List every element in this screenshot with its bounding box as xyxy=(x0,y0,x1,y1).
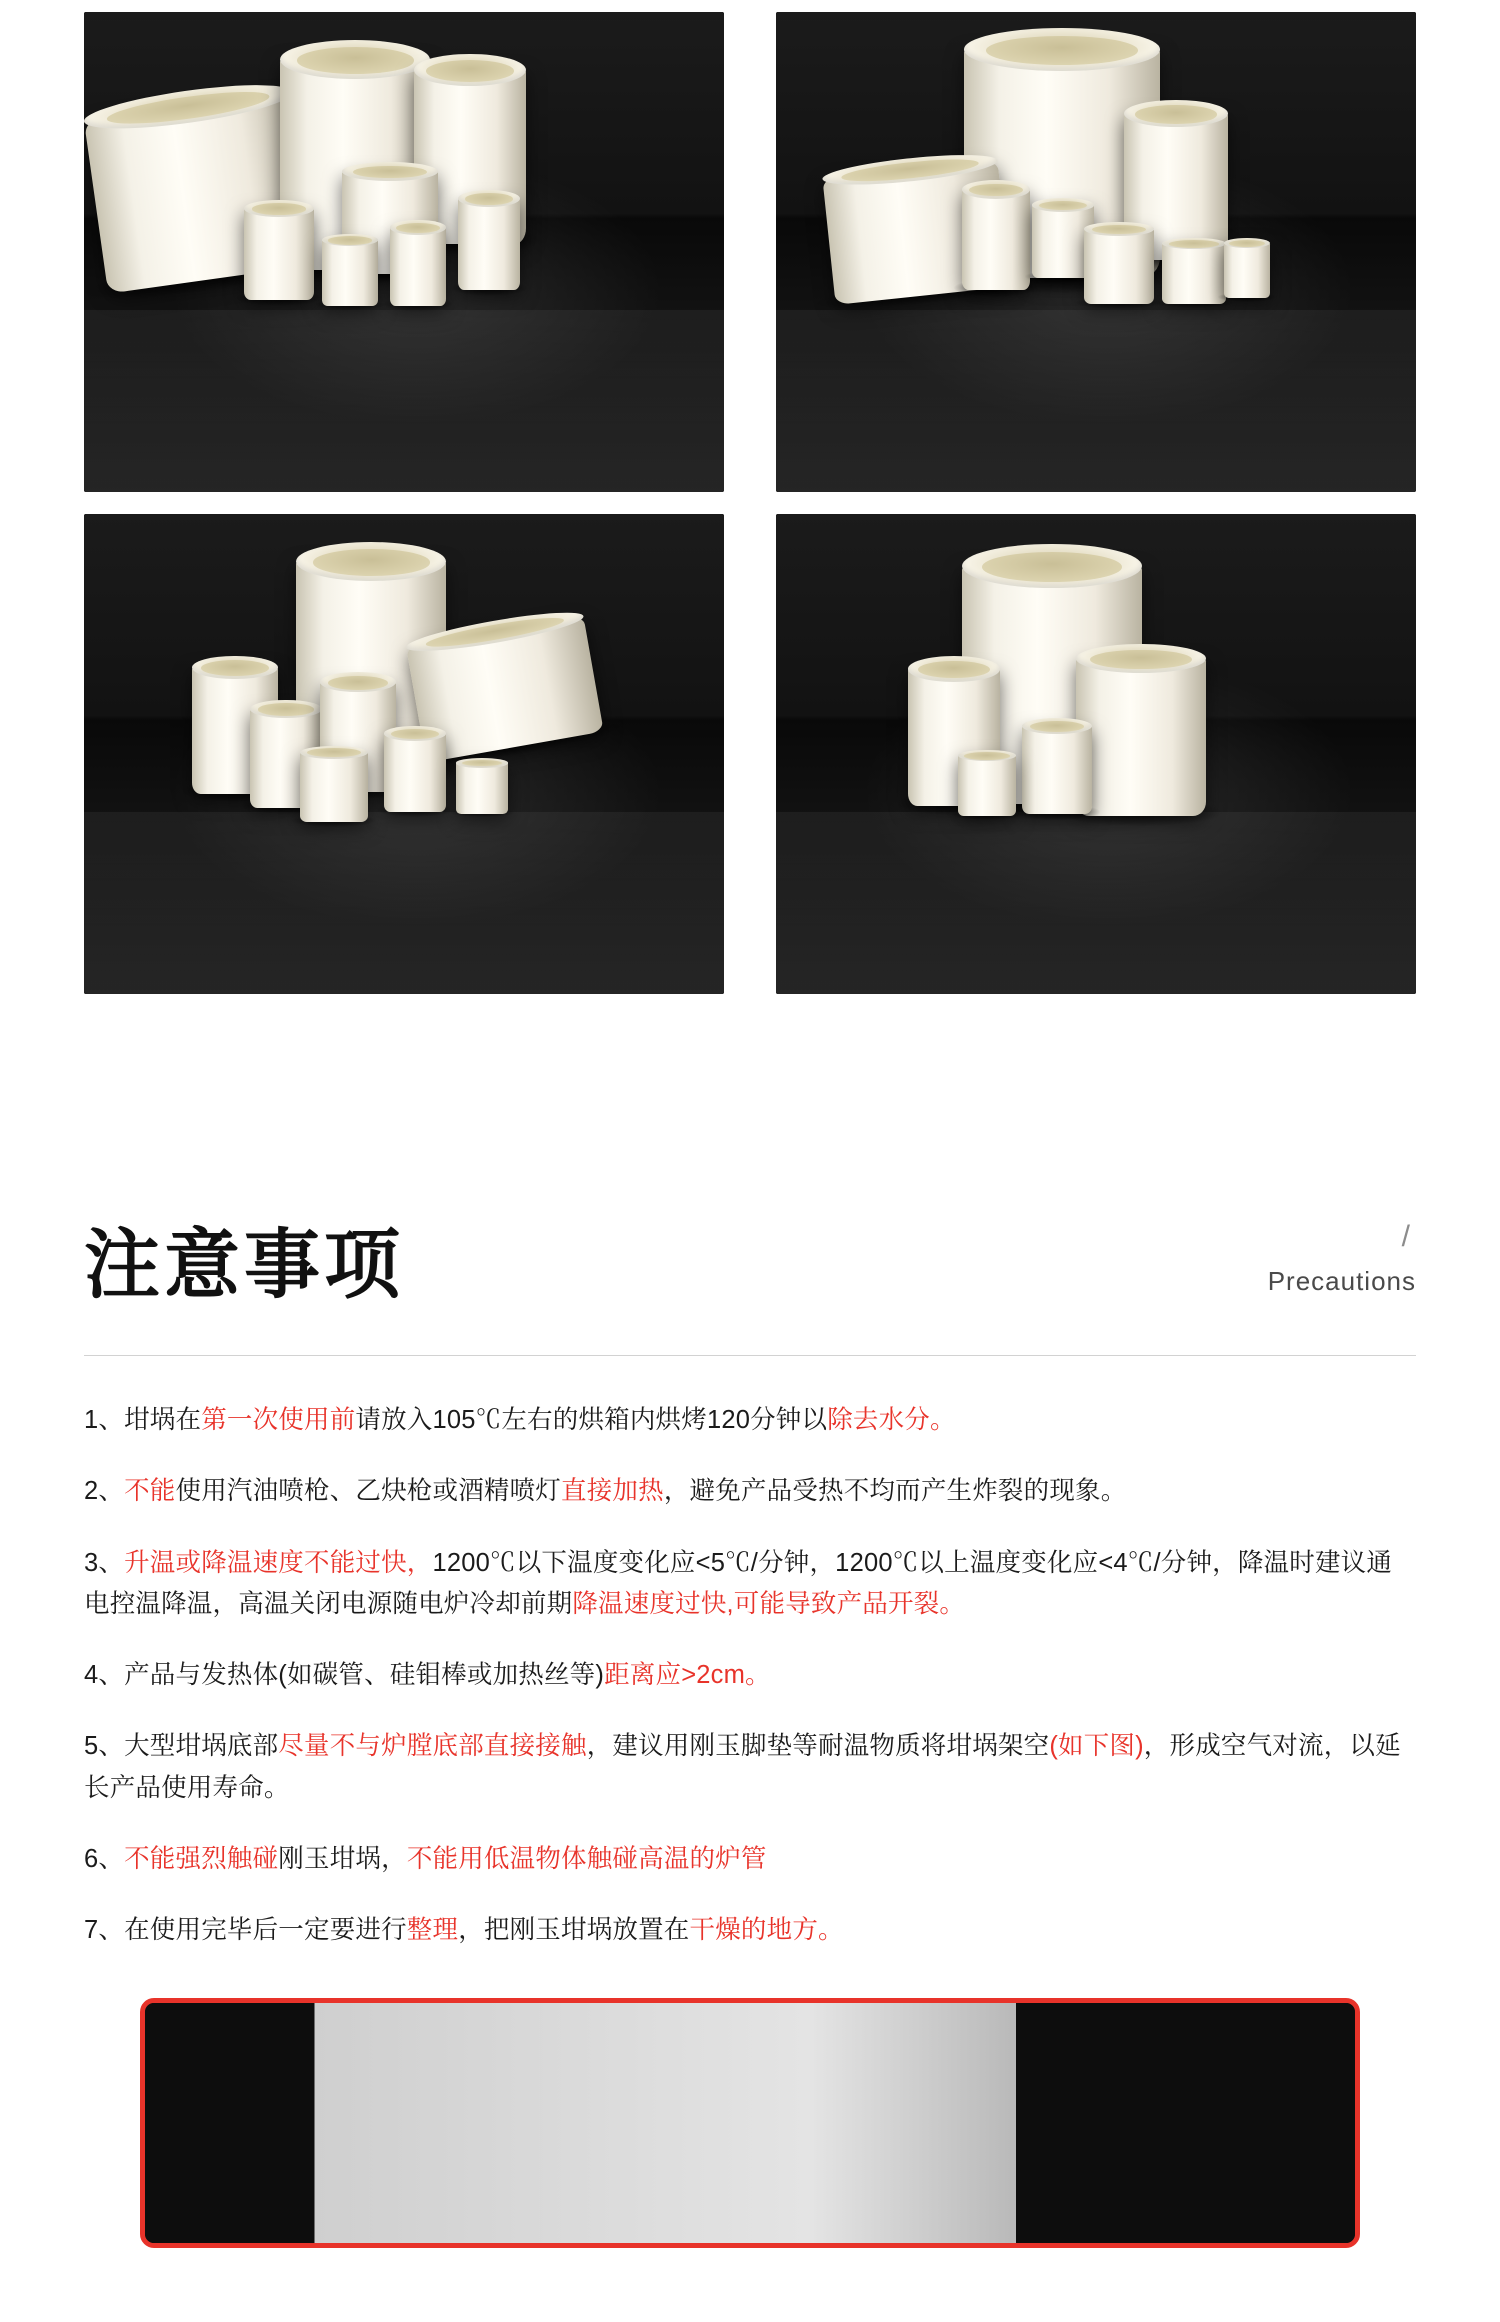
crucible-small-2 xyxy=(300,746,368,822)
product-photo-2 xyxy=(776,12,1416,492)
precaution-text-segment: 请放入105℃左右的烘箱内烘烤120分钟以 xyxy=(355,1406,828,1434)
furnace-setup-photo xyxy=(140,1998,1360,2248)
precaution-text-segment: 干燥的地方。 xyxy=(689,1916,844,1945)
precaution-text-segment: 不能 xyxy=(124,1477,176,1506)
crucible-small-2 xyxy=(958,750,1016,816)
precaution-item xyxy=(84,1543,1416,1626)
precaution-text-segment: ，形成空气对流，以延长产品使用寿命。 xyxy=(84,1732,1401,1802)
precaution-index: 3、 xyxy=(84,1548,125,1577)
precaution-item xyxy=(84,1655,1416,1696)
precaution-text-segment: 整理 xyxy=(406,1916,459,1945)
precaution-text-segment: 距离应>2cm。 xyxy=(604,1661,771,1690)
precautions-heading xyxy=(84,1220,1416,1309)
precaution-text-segment: 升温或降温速度不能过快， xyxy=(124,1548,433,1577)
precaution-text-segment: 使用汽油喷枪、乙炔枪或酒精喷灯 xyxy=(175,1477,562,1506)
floor-reflection xyxy=(84,812,724,994)
crucible-small-3 xyxy=(1084,222,1154,304)
floor-reflection xyxy=(84,310,724,492)
heading-divider xyxy=(84,1355,1416,1356)
floor-reflection xyxy=(776,812,1416,994)
crucible-small-5 xyxy=(1224,238,1270,298)
precaution-text-segment: 1200℃以下温度变化应<5℃/分钟，1200℃以上温度变化应<4℃/分钟，降温时建议通电控温降温，高温关闭电源随电炉冷却前期 xyxy=(84,1548,1393,1618)
furnace-photo-content xyxy=(145,2003,1355,2243)
precaution-item xyxy=(84,1839,1416,1880)
crucible-small-2 xyxy=(322,234,378,306)
crucible-small-4 xyxy=(458,190,520,290)
precaution-text-segment: 大型坩埚底部 xyxy=(124,1732,279,1761)
crucible-small-3 xyxy=(384,726,446,812)
precaution-item xyxy=(84,1471,1416,1512)
precaution-text-segment: 第一次使用前 xyxy=(201,1406,356,1434)
precaution-index: 4、 xyxy=(84,1661,125,1690)
precaution-text-segment: 产品与发热体(如碳管、硅钼棒或加热丝等) xyxy=(124,1661,605,1690)
crucible-medium-1 xyxy=(1076,644,1206,816)
precaution-index: 5、 xyxy=(84,1732,125,1761)
precaution-text-segment: 在使用完毕后一定要进行 xyxy=(124,1916,407,1945)
product-photo-1 xyxy=(84,12,724,492)
product-photo-4 xyxy=(776,514,1416,994)
precaution-text-segment: 坩埚在 xyxy=(124,1406,202,1434)
precaution-item xyxy=(84,1726,1416,1809)
precaution-text-segment: 除去水分。 xyxy=(827,1406,956,1434)
slash-divider: / xyxy=(1401,1220,1410,1253)
floor-reflection xyxy=(776,310,1416,492)
precaution-text-segment: ，避免产品受热不均而产生炸裂的现象。 xyxy=(663,1477,1127,1506)
crucible-small-1 xyxy=(1022,718,1092,814)
precaution-index: 6、 xyxy=(84,1845,125,1874)
precaution-index: 2、 xyxy=(84,1477,125,1506)
precaution-text-segment: 尽量不与炉膛底部直接接触 xyxy=(278,1732,587,1761)
crucible-small-3 xyxy=(390,220,446,306)
precaution-text-segment: ，建议用刚玉脚垫等耐温物质将坩埚架空 xyxy=(586,1732,1050,1761)
crucible-small-4 xyxy=(456,758,508,814)
crucible-small-1 xyxy=(244,200,314,300)
precautions-list xyxy=(84,1400,1416,1952)
crucible-small-1 xyxy=(962,180,1030,290)
precaution-text-segment: 直接加热 xyxy=(561,1477,664,1506)
precaution-text-segment: 不能用低温物体触碰高温的炉管 xyxy=(406,1845,767,1874)
precaution-text-segment: 刚玉坩埚， xyxy=(278,1845,407,1874)
precaution-index: 1、 xyxy=(84,1406,125,1434)
product-photo-grid xyxy=(0,0,1500,994)
product-photo-3 xyxy=(84,514,724,994)
precaution-item xyxy=(84,1400,1416,1441)
precaution-text-segment: 不能强烈触碰 xyxy=(124,1845,279,1874)
precaution-index: 7、 xyxy=(84,1916,125,1945)
precaution-text-segment: ，把刚玉坩埚放置在 xyxy=(458,1916,690,1945)
precaution-text-segment: (如下图) xyxy=(1049,1732,1144,1761)
page-title-english: Precautions xyxy=(1267,1266,1416,1296)
precaution-item xyxy=(84,1910,1416,1951)
page-title: 注意事项 xyxy=(84,1220,404,1309)
crucible-small-4 xyxy=(1162,238,1226,304)
heading-english-block xyxy=(1268,1222,1416,1303)
precaution-text-segment: 降温速度过快,可能导致产品开裂。 xyxy=(572,1589,966,1618)
